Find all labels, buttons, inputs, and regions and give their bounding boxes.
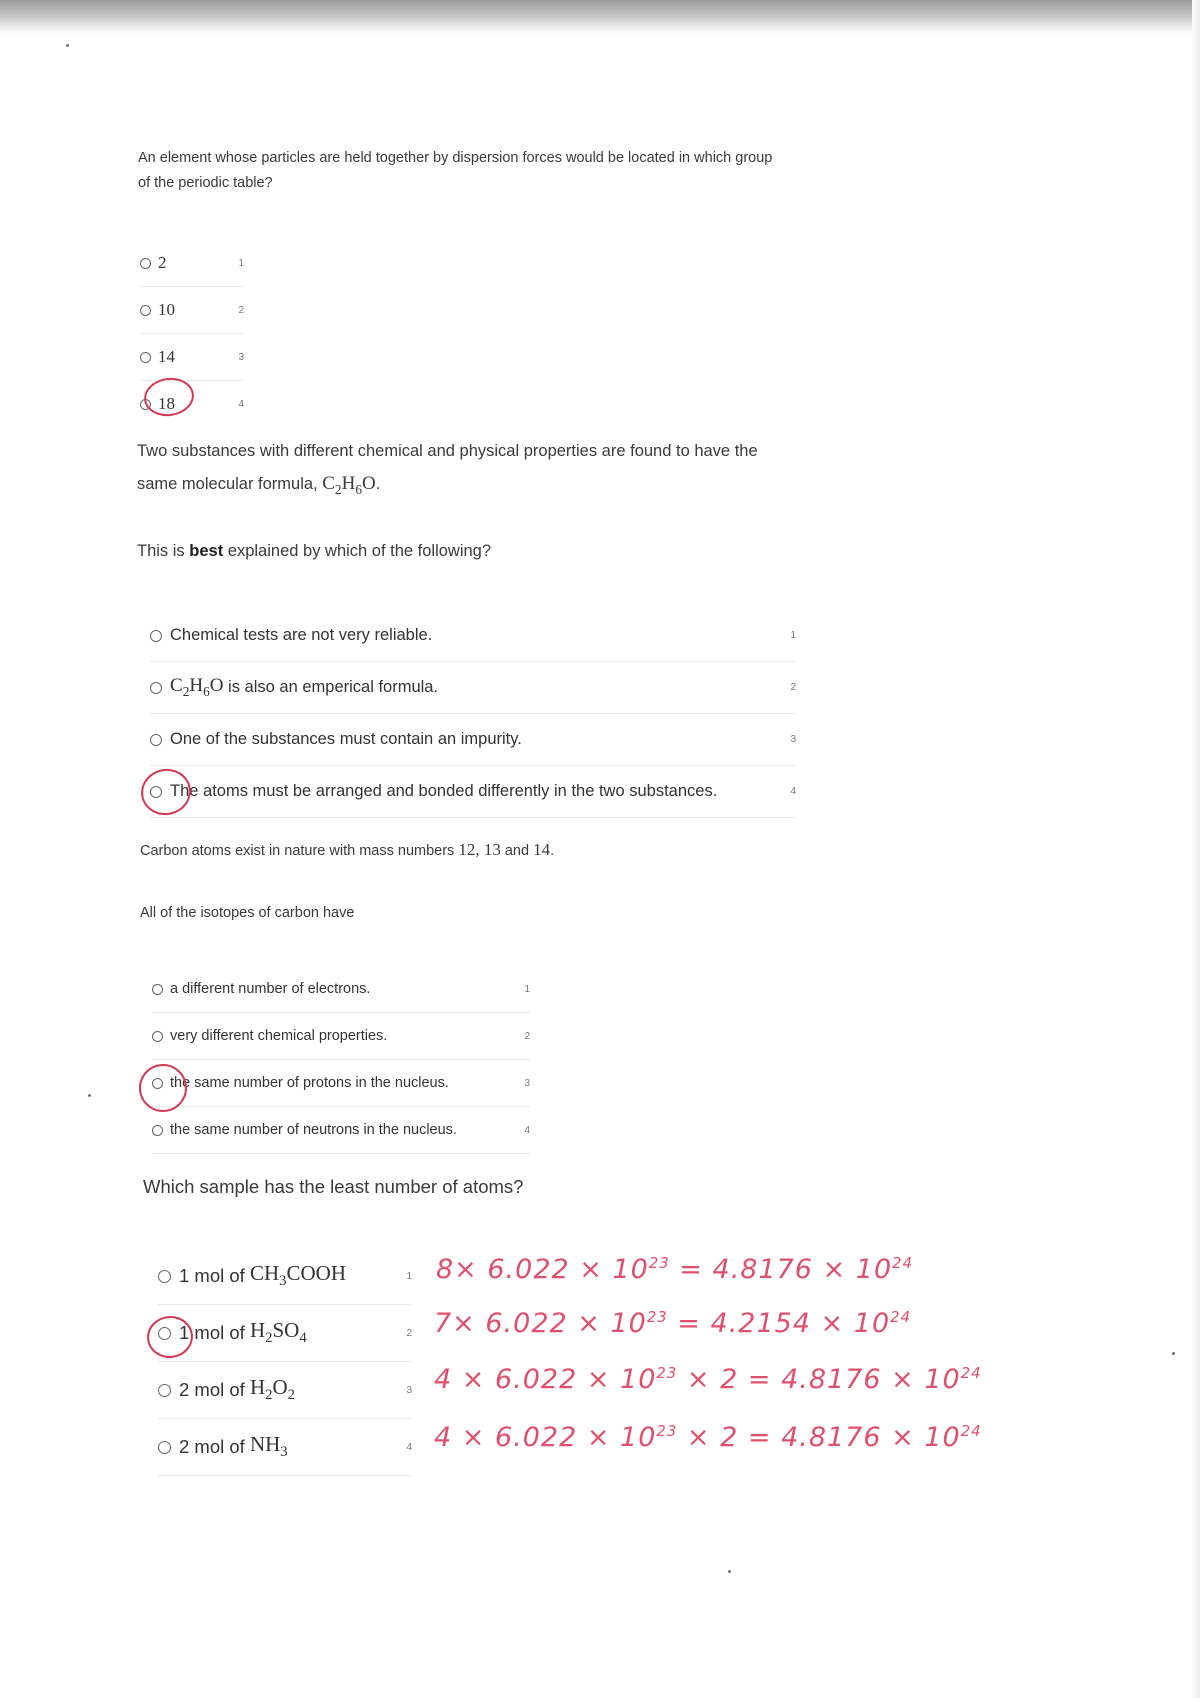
radio-button[interactable] [152, 984, 163, 995]
q4-option-1[interactable] [158, 1248, 412, 1305]
option-number: 2 [406, 1327, 412, 1339]
formula-part: C [322, 472, 335, 494]
hw-part: 4.2154 × 10 [710, 1308, 891, 1339]
hw-exp: 24 [960, 1422, 982, 1440]
formula-sub: 2 [265, 1330, 273, 1347]
text-and: and [500, 843, 534, 859]
option-number: 4 [790, 786, 796, 797]
radio-button[interactable] [140, 258, 151, 269]
radio-button[interactable] [158, 1441, 171, 1454]
option-label: One of the substances must contain an impurity. [170, 730, 522, 748]
option-number: 1 [238, 257, 244, 269]
handwritten-calc-1 [436, 1254, 913, 1285]
option-label: 14 [158, 347, 175, 366]
option-label: 2 mol of [179, 1379, 250, 1400]
radio-button[interactable] [158, 1384, 171, 1397]
option-label: 1 mol of [179, 1322, 250, 1343]
option-number: 1 [524, 983, 530, 995]
q1-option-3[interactable] [140, 334, 244, 381]
scan-speck [1172, 1352, 1175, 1355]
option-number: 3 [790, 734, 796, 745]
formula-sub: 2 [265, 1387, 273, 1404]
text-prefix: Carbon atoms exist in nature with mass numbers [140, 843, 459, 859]
handwritten-calc-2 [434, 1308, 911, 1339]
option-label: Chemical tests are not very reliable. [170, 626, 433, 644]
formula-part: NH [249, 1432, 281, 1457]
formula-sub: 4 [299, 1330, 307, 1347]
formula-sub: 2 [334, 481, 342, 497]
prompt-suffix: explained by which of the following? [223, 542, 492, 560]
option-number: 4 [406, 1441, 412, 1453]
formula-part: CH [249, 1261, 280, 1286]
option-formula [250, 1318, 307, 1347]
formula-part: COOH [286, 1261, 346, 1286]
scan-speck [88, 1094, 91, 1097]
q2-option-4[interactable] [150, 766, 796, 818]
question-2-text [137, 437, 857, 501]
question-4-text: Which sample has the least number of atoms? [143, 1176, 524, 1197]
formula-part: H [249, 1318, 266, 1343]
radio-button[interactable] [150, 630, 162, 642]
handwritten-calc-4 [434, 1422, 982, 1453]
hw-part: 4.8176 × 10 [712, 1254, 893, 1285]
formula-part: O [209, 675, 224, 697]
option-number: 1 [406, 1270, 412, 1282]
option-label: 18 [158, 394, 175, 413]
option-number: 3 [406, 1384, 412, 1396]
option-label: very different chemical properties. [170, 1028, 388, 1044]
formula-part: O [361, 472, 376, 494]
q2-option-3[interactable] [150, 714, 796, 766]
question-3-prompt [140, 902, 740, 925]
radio-button[interactable] [152, 1125, 163, 1136]
option-label: the same number of protons in the nucleus. [170, 1075, 449, 1091]
formula-part: H [189, 675, 204, 697]
option-label: 2 [158, 253, 167, 272]
q3-option-4[interactable] [152, 1107, 530, 1154]
q1-option-1[interactable] [140, 240, 244, 287]
radio-button[interactable] [158, 1327, 171, 1340]
formula-sub: 6 [355, 481, 362, 497]
q4-option-3[interactable] [158, 1362, 412, 1419]
hw-part: 4.8176 × 10 [781, 1364, 961, 1395]
question-1-text: An element whose particles are held together by dispersion forces would be located in which group of the periodic table? [138, 150, 773, 191]
hw-part: × 2 = [677, 1364, 782, 1395]
option-formula [250, 1375, 295, 1404]
question-2-text-line1: Two substances with different chemical and physical properties are found to have the [137, 442, 758, 460]
scan-shadow-top [0, 0, 1200, 34]
question-3-options [152, 966, 530, 1154]
formula-part: H [249, 1375, 266, 1400]
question-2-prompt-text [137, 538, 737, 564]
option-number: 2 [238, 304, 244, 316]
formula-sub: 3 [279, 1273, 287, 1290]
formula-part: SO [272, 1318, 300, 1343]
question-4-options [158, 1248, 412, 1476]
hw-part: × 2 = [677, 1422, 782, 1453]
handwritten-calc-3 [434, 1364, 982, 1395]
question-2-prompt [137, 538, 737, 564]
question-2-options [150, 610, 796, 818]
option-number: 1 [790, 630, 796, 641]
formula-part: C [170, 675, 183, 697]
radio-button[interactable] [152, 1031, 163, 1042]
option-label: 10 [158, 300, 175, 319]
formula-sub: 2 [182, 683, 190, 699]
scan-speck [728, 1570, 731, 1573]
hw-exp: 23 [646, 1308, 668, 1326]
question-1-options [140, 240, 244, 427]
radio-button[interactable] [152, 1078, 163, 1089]
hw-exp: 24 [892, 1254, 914, 1272]
option-label: 1 mol of [179, 1265, 250, 1286]
option-number: 2 [524, 1030, 530, 1042]
hw-exp: 23 [648, 1254, 670, 1272]
option-number: 3 [524, 1077, 530, 1089]
formula-period: . [375, 474, 381, 493]
mass-number-last: 14 [533, 840, 551, 859]
prompt-prefix: This is [137, 542, 190, 560]
question-4 [143, 1172, 783, 1202]
hw-exp: 24 [960, 1364, 982, 1382]
formula-sub: 2 [287, 1387, 295, 1404]
formula-part: H [341, 472, 356, 494]
option-formula [250, 1432, 288, 1461]
text-end: . [550, 843, 555, 859]
option-label: is also an emperical formula. [223, 678, 439, 696]
q3-option-2[interactable] [152, 1013, 530, 1060]
q1-option-2[interactable] [140, 287, 244, 334]
radio-button[interactable] [158, 1270, 171, 1283]
q2-option-1[interactable] [150, 610, 796, 662]
radio-button[interactable] [140, 399, 151, 410]
q4-option-2[interactable] [158, 1305, 412, 1362]
radio-button[interactable] [140, 305, 151, 316]
question-1 [138, 146, 778, 195]
option-label: the same number of neutrons in the nucleus. [170, 1122, 457, 1138]
scan-speck [66, 44, 69, 47]
hw-part: = [669, 1254, 713, 1285]
option-label: a different number of electrons. [170, 981, 371, 997]
option-number: 2 [790, 682, 796, 693]
option-formula [170, 675, 223, 700]
radio-button[interactable] [150, 786, 162, 798]
hw-exp: 24 [890, 1308, 912, 1326]
question-3-text [140, 836, 780, 863]
hw-part: = [667, 1308, 711, 1339]
scan-shadow-right [1192, 0, 1200, 1698]
q1-option-4[interactable] [140, 381, 244, 427]
option-formula [250, 1261, 346, 1290]
question-3 [140, 836, 780, 863]
radio-button[interactable] [140, 352, 151, 363]
q2-option-2[interactable] [150, 662, 796, 714]
mass-numbers: 12, 13 [458, 840, 501, 859]
hw-part: 4.8176 × 10 [781, 1422, 961, 1453]
option-label: The atoms must be arranged and bonded differently in the two substances. [170, 782, 718, 800]
formula-part: O [272, 1375, 288, 1400]
radio-button[interactable] [150, 682, 162, 694]
question-3-prompt-text: All of the isotopes of carbon have [140, 905, 355, 921]
q3-option-1[interactable] [152, 966, 530, 1013]
hw-part: 8× 6.022 × 10 [436, 1254, 649, 1285]
formula-sub: 3 [280, 1444, 288, 1461]
question-2 [137, 437, 857, 501]
hw-part: 4 × 6.022 × 10 [434, 1364, 657, 1395]
q3-option-3[interactable] [152, 1060, 530, 1107]
radio-button[interactable] [150, 734, 162, 746]
option-number: 3 [238, 351, 244, 363]
molecular-formula [322, 472, 376, 497]
option-label: 2 mol of [179, 1436, 250, 1457]
option-number: 4 [238, 398, 244, 410]
hw-part: 4 × 6.022 × 10 [434, 1422, 657, 1453]
hw-exp: 23 [656, 1422, 678, 1440]
question-2-text-line2: same molecular formula, [137, 474, 323, 493]
hw-exp: 23 [656, 1364, 678, 1382]
formula-sub: 6 [203, 683, 210, 699]
prompt-bold: best [189, 542, 224, 560]
option-number: 4 [524, 1124, 530, 1136]
hw-part: 7× 6.022 × 10 [434, 1308, 647, 1339]
q4-option-4[interactable] [158, 1419, 412, 1476]
